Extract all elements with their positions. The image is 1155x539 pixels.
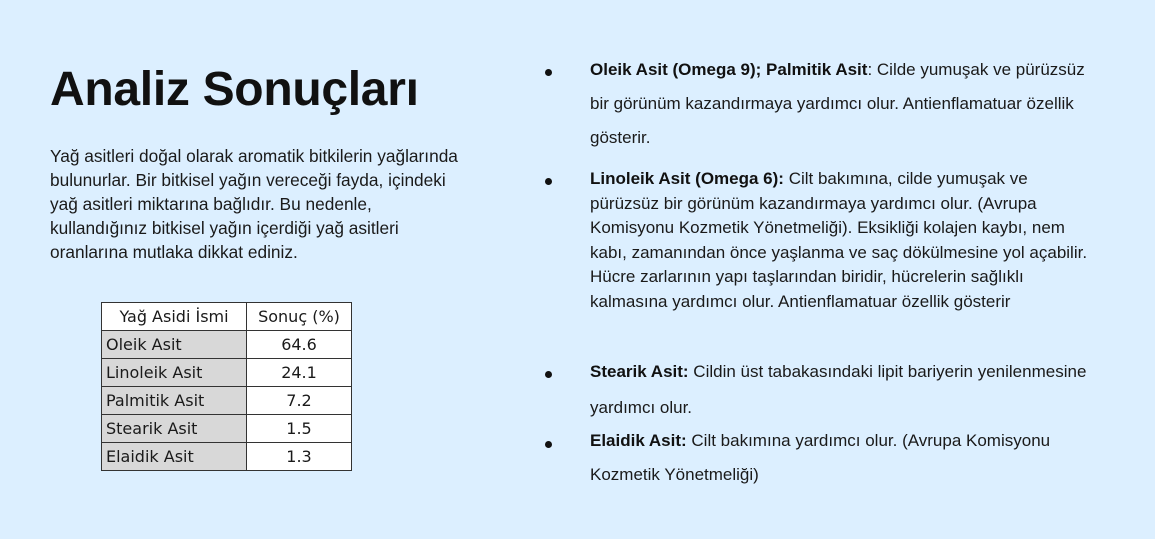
table-row [102, 387, 352, 415]
column-header-result: Sonuç (%) [247, 303, 352, 331]
page-title: Analiz Sonuçları [50, 63, 419, 116]
column-header-name: Yağ Asidi İsmi [102, 303, 247, 331]
bullet-dot-icon [545, 371, 552, 378]
table-row [102, 443, 352, 471]
bullet-text: : Cilde yumuşak ve pürüzsüz bir görünüm kazandırmaya yardımcı olur. Antienflamatuar özellik gösterir. [590, 60, 1085, 147]
table-row [102, 331, 352, 359]
acid-name-cell: Linoleik Asit [102, 359, 247, 387]
fatty-acid-table [101, 302, 352, 471]
acid-value-cell: 24.1 [247, 359, 352, 387]
acid-value-cell: 1.3 [247, 443, 352, 471]
acid-value-cell: 7.2 [247, 387, 352, 415]
bullet-heading: Stearik Asit: [590, 362, 689, 381]
bullet-dot-icon [545, 441, 552, 448]
acid-name-cell: Oleik Asit [102, 331, 247, 359]
acid-value-cell: 64.6 [247, 331, 352, 359]
bullet-heading: Linoleik Asit (Omega 6): [590, 169, 784, 188]
bullet-dot-icon [545, 178, 552, 185]
bullet-text: Cilt bakımına yardımcı olur. (Avrupa Komisyonu Kozmetik Yönetmeliği) [590, 431, 1051, 484]
table-row [102, 359, 352, 387]
intro-paragraph: Yağ asitleri doğal olarak aromatik bitkilerin yağlarında bulunurlar. Bir bitkisel yağın vereceği fayda, içindeki yağ asitleri miktarına bağlıdır. Bu nedenle, kullandığınız bitkisel yağın içerdiği yağ asitleri oranlarına mutlaka dikkat ediniz. [50, 146, 458, 262]
bullet-heading: Oleik Asit (Omega 9); Palmitik Asit [590, 60, 868, 79]
acid-name-cell: Stearik Asit [102, 415, 247, 443]
bullet-text: Cilt bakımına, cilde yumuşak ve pürüzsüz bir görünüm kazandırmaya yardımcı olur. (Avrupa Komisyonu Kozmetik Yönetmeliği). Eksikliği kolajen kaybı, nem kabı, zamanından önce yaşlanma ve saç dökülmesine yol açabilir. Hücre zarlarının yapı taşlarından biridir, hücrelerin sağlıklı kalmasına yardımcı olur. Antienflamatuar özellik gösterir [590, 169, 1088, 311]
table-header-row [102, 303, 352, 331]
acid-name-cell: Palmitik Asit [102, 387, 247, 415]
bullet-dot-icon [545, 69, 552, 76]
bullet-text: Cildin üst tabakasındaki lipit bariyerin yenilenmesine yardımcı olur. [590, 362, 1087, 417]
acid-value-cell: 1.5 [247, 415, 352, 443]
bullet-heading: Elaidik Asit: [590, 431, 687, 450]
table-row [102, 415, 352, 443]
acid-name-cell: Elaidik Asit [102, 443, 247, 471]
